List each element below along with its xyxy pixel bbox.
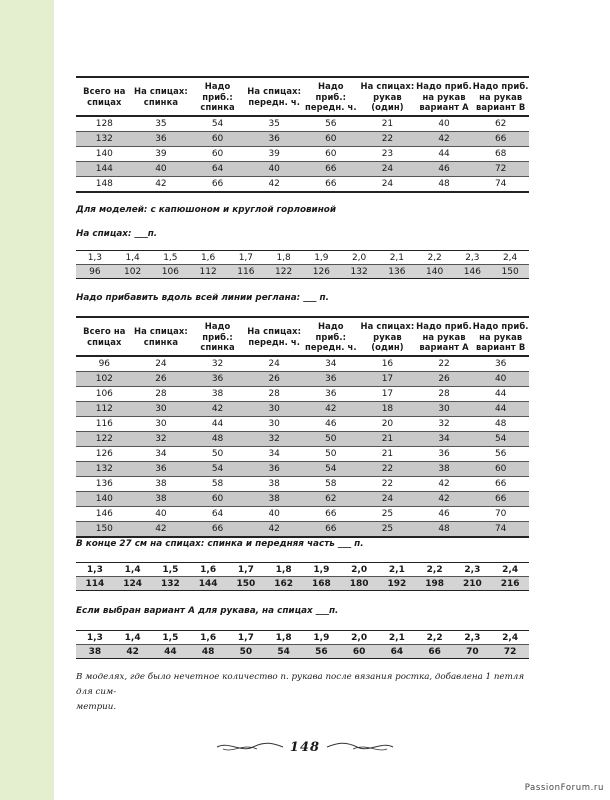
table-cell: 24 [359, 176, 416, 192]
col-header: На спицах: спинка [134, 86, 188, 107]
table-cell: 132 [340, 265, 378, 279]
table-cell: 140 [76, 146, 133, 161]
table-cell: 25 [359, 506, 416, 521]
table-row [76, 446, 529, 461]
table-cell: 34 [133, 446, 190, 461]
heading-27cm: В конце 27 см на спицах: спинка и передняя часть ___ п. [76, 539, 364, 549]
table-cell: 210 [454, 577, 492, 591]
table-cell: 66 [303, 161, 360, 176]
table-cell: 114 [76, 577, 114, 591]
table-cell: 36 [303, 371, 360, 386]
table-cell: 1,5 [152, 251, 190, 265]
table1 [76, 76, 529, 193]
table-cell: 40 [246, 506, 303, 521]
table-row [76, 131, 529, 146]
table-cell: 72 [491, 645, 529, 659]
table-cell: 102 [114, 265, 152, 279]
table-cell: 38 [246, 476, 303, 491]
stitch-count-row [76, 645, 529, 659]
gauge-table-1 [76, 250, 529, 279]
table-cell: 23 [359, 146, 416, 161]
table-cell: 24 [359, 491, 416, 506]
table-cell: 30 [246, 401, 303, 416]
table-cell: 44 [472, 386, 529, 401]
table-cell: 34 [303, 356, 360, 372]
table-cell: 2,3 [454, 251, 492, 265]
table-cell: 1,5 [152, 631, 190, 645]
table-cell: 150 [491, 265, 529, 279]
table-cell: 24 [246, 356, 303, 372]
table-cell: 26 [416, 371, 473, 386]
table2 [76, 316, 529, 538]
table-row [76, 416, 529, 431]
table-cell: 44 [152, 645, 190, 659]
table-cell: 198 [416, 577, 454, 591]
table-cell: 122 [265, 265, 303, 279]
table-cell: 1,3 [76, 251, 114, 265]
table-row [76, 506, 529, 521]
table-cell: 54 [189, 461, 246, 476]
table-cell: 38 [76, 645, 114, 659]
col-header: На спицах: передн. ч. [247, 326, 302, 347]
table-cell: 2,1 [378, 563, 416, 577]
page-number: 148 [289, 740, 321, 755]
table-cell: 2,4 [491, 563, 529, 577]
table-cell: 35 [133, 116, 190, 132]
table-cell: 66 [303, 521, 360, 537]
table-cell: 40 [246, 161, 303, 176]
table-cell: 150 [76, 521, 133, 537]
table-cell: 50 [303, 446, 360, 461]
table-cell: 54 [472, 431, 529, 446]
table-cell: 96 [76, 356, 133, 372]
table-cell: 66 [472, 476, 529, 491]
table-cell: 2,4 [491, 631, 529, 645]
table-cell: 34 [416, 431, 473, 446]
table-cell: 40 [133, 506, 190, 521]
table-cell: 32 [416, 416, 473, 431]
table-cell: 1,8 [265, 563, 303, 577]
table-cell: 66 [189, 176, 246, 192]
flourish-right-icon [325, 740, 395, 754]
table-cell: 2,2 [416, 251, 454, 265]
stitch-count-row [76, 577, 529, 591]
table-cell: 36 [246, 461, 303, 476]
table-cell: 48 [416, 176, 473, 192]
table-cell: 60 [189, 131, 246, 146]
table-cell: 2,0 [340, 251, 378, 265]
table-cell: 60 [189, 491, 246, 506]
table-cell: 1,7 [227, 631, 265, 645]
table-row [76, 431, 529, 446]
table-cell: 1,8 [265, 631, 303, 645]
table-cell: 1,4 [114, 251, 152, 265]
table-cell: 1,9 [303, 251, 341, 265]
col-header: Всего на спицах [83, 86, 126, 107]
table-cell: 42 [114, 645, 152, 659]
table-cell: 32 [133, 431, 190, 446]
table-cell: 38 [416, 461, 473, 476]
table1-header-row [76, 77, 529, 116]
table-cell: 35 [246, 116, 303, 132]
table-cell: 1,6 [189, 251, 227, 265]
table-cell: 56 [472, 446, 529, 461]
table-row [76, 476, 529, 491]
table-cell: 126 [303, 265, 341, 279]
table-cell: 150 [227, 577, 265, 591]
table-cell: 70 [472, 506, 529, 521]
table-cell: 48 [189, 645, 227, 659]
watermark: PassionForum.ru [524, 783, 604, 793]
table-cell: 58 [303, 476, 360, 491]
table-cell: 2,2 [416, 563, 454, 577]
table-row [76, 371, 529, 386]
table-cell: 16 [359, 356, 416, 372]
table-cell: 42 [416, 476, 473, 491]
table-cell: 124 [114, 577, 152, 591]
col-header: На спицах: рукав (один) [360, 81, 415, 113]
table2-header-row [76, 317, 529, 356]
table-cell: 216 [491, 577, 529, 591]
table-cell: 1,5 [152, 563, 190, 577]
table-cell: 32 [189, 356, 246, 372]
table-row [76, 401, 529, 416]
table-cell: 46 [416, 506, 473, 521]
table-cell: 42 [416, 491, 473, 506]
table-cell: 40 [472, 371, 529, 386]
col-header: Надо приб. на рукав вариант А [416, 321, 472, 353]
table-cell: 102 [76, 371, 133, 386]
table-cell: 46 [303, 416, 360, 431]
table-cell: 24 [359, 161, 416, 176]
table-cell: 56 [303, 645, 341, 659]
table-cell: 42 [133, 521, 190, 537]
table-cell: 66 [472, 491, 529, 506]
table-cell: 60 [472, 461, 529, 476]
table-cell: 2,0 [340, 563, 378, 577]
table-cell: 2,2 [416, 631, 454, 645]
table-cell: 1,7 [227, 563, 265, 577]
heading-stitches-on-needles: На спицах: ___п. [76, 229, 158, 239]
table-cell: 132 [76, 461, 133, 476]
note-line: метрии. [76, 702, 117, 712]
table-cell: 180 [340, 577, 378, 591]
table-cell: 20 [359, 416, 416, 431]
table-cell: 36 [133, 461, 190, 476]
table-cell: 66 [416, 645, 454, 659]
table-cell: 1,4 [114, 631, 152, 645]
table-cell: 28 [416, 386, 473, 401]
table-cell: 56 [303, 116, 360, 132]
table-cell: 22 [359, 476, 416, 491]
heading-hood-models: Для моделей: с капюшоном и круглой горловиной [76, 205, 336, 215]
table-cell: 38 [133, 491, 190, 506]
table-cell: 64 [189, 506, 246, 521]
table-cell: 38 [246, 491, 303, 506]
table-cell: 192 [378, 577, 416, 591]
table-cell: 36 [246, 131, 303, 146]
table-cell: 136 [76, 476, 133, 491]
table-cell: 162 [265, 577, 303, 591]
col-header: Надо приб. на рукав вариант В [472, 321, 529, 353]
table-cell: 132 [152, 577, 190, 591]
table-cell: 2,1 [378, 251, 416, 265]
table-cell: 26 [246, 371, 303, 386]
table-cell: 38 [189, 386, 246, 401]
table-cell: 42 [246, 521, 303, 537]
table-cell: 132 [76, 131, 133, 146]
table-cell: 60 [303, 131, 360, 146]
col-header: Надо приб. на рукав вариант В [472, 81, 529, 113]
table-row [76, 176, 529, 192]
table-cell: 25 [359, 521, 416, 537]
table-cell: 1,3 [76, 563, 114, 577]
table-cell: 30 [416, 401, 473, 416]
table-cell: 21 [359, 116, 416, 132]
table-cell: 62 [303, 491, 360, 506]
table-cell: 22 [416, 356, 473, 372]
table-cell: 2,1 [378, 631, 416, 645]
table-cell: 70 [454, 645, 492, 659]
table-cell: 17 [359, 371, 416, 386]
table-cell: 64 [378, 645, 416, 659]
table-cell: 42 [189, 401, 246, 416]
table-cell: 128 [76, 116, 133, 132]
table-cell: 30 [133, 401, 190, 416]
table-cell: 146 [76, 506, 133, 521]
table-cell: 1,4 [114, 563, 152, 577]
table-cell: 39 [133, 146, 190, 161]
col-header: На спицах: передн. ч. [247, 86, 302, 107]
table2-section [76, 316, 529, 538]
gauge-row [76, 563, 529, 577]
gauge-table-3 [76, 630, 529, 659]
col-header: Надо приб.: спинка [200, 321, 235, 353]
table-cell: 17 [359, 386, 416, 401]
table-cell: 74 [472, 521, 529, 537]
table-cell: 136 [378, 265, 416, 279]
heading-variant-a: Если выбран вариант А для рукава, на спицах ___п. [76, 606, 339, 616]
table-cell: 2,3 [454, 631, 492, 645]
table-cell: 66 [303, 506, 360, 521]
table-cell: 1,9 [303, 563, 341, 577]
table-cell: 44 [416, 146, 473, 161]
table-cell: 2,4 [491, 251, 529, 265]
table-cell: 42 [246, 176, 303, 192]
table-cell: 64 [189, 161, 246, 176]
table-cell: 36 [472, 356, 529, 372]
table-cell: 66 [189, 521, 246, 537]
table-cell: 1,9 [303, 631, 341, 645]
table-row [76, 161, 529, 176]
table-cell: 168 [303, 577, 341, 591]
table-cell: 46 [416, 161, 473, 176]
table-row [76, 461, 529, 476]
table-cell: 122 [76, 431, 133, 446]
stitch-count-row [76, 265, 529, 279]
table-cell: 50 [303, 431, 360, 446]
table-cell: 66 [303, 176, 360, 192]
table-cell: 54 [265, 645, 303, 659]
table-cell: 126 [76, 446, 133, 461]
table-cell: 58 [189, 476, 246, 491]
note-paragraph [76, 670, 536, 715]
table-cell: 148 [76, 176, 133, 192]
gauge-row [76, 251, 529, 265]
table-cell: 42 [303, 401, 360, 416]
table-cell: 44 [189, 416, 246, 431]
table-row [76, 521, 529, 537]
page-footer [0, 736, 610, 755]
table-cell: 54 [189, 116, 246, 132]
table-cell: 144 [189, 577, 227, 591]
table-cell: 30 [133, 416, 190, 431]
table-cell: 116 [76, 416, 133, 431]
table-cell: 50 [189, 446, 246, 461]
table-row [76, 116, 529, 132]
table-cell: 28 [246, 386, 303, 401]
table-cell: 34 [246, 446, 303, 461]
table-cell: 48 [189, 431, 246, 446]
table-cell: 40 [416, 116, 473, 132]
table-cell: 1,6 [189, 563, 227, 577]
table1-section [76, 76, 529, 193]
table-cell: 36 [416, 446, 473, 461]
table-row [76, 356, 529, 372]
table-cell: 50 [227, 645, 265, 659]
table-cell: 2,3 [454, 563, 492, 577]
table-cell: 42 [133, 176, 190, 192]
table-cell: 1,6 [189, 631, 227, 645]
table-cell: 42 [416, 131, 473, 146]
table-cell: 38 [133, 476, 190, 491]
col-header: На спицах: рукав (один) [360, 321, 415, 353]
table-cell: 60 [189, 146, 246, 161]
table-cell: 144 [76, 161, 133, 176]
table-cell: 36 [303, 386, 360, 401]
table-cell: 116 [227, 265, 265, 279]
table-cell: 106 [76, 386, 133, 401]
table-cell: 1,3 [76, 631, 114, 645]
table-cell: 21 [359, 431, 416, 446]
table-cell: 66 [472, 131, 529, 146]
gauge-table-2 [76, 562, 529, 591]
col-header: Надо приб.: передн. ч. [304, 81, 357, 113]
col-header: На спицах: спинка [134, 326, 188, 347]
col-header: Надо приб. на рукав вариант А [416, 81, 472, 113]
table-cell: 60 [303, 146, 360, 161]
table-cell: 24 [133, 356, 190, 372]
table-cell: 22 [359, 131, 416, 146]
table-cell: 36 [133, 131, 190, 146]
gauge-row [76, 631, 529, 645]
table-cell: 28 [133, 386, 190, 401]
table-cell: 30 [246, 416, 303, 431]
table-cell: 54 [303, 461, 360, 476]
table-cell: 44 [472, 401, 529, 416]
table-cell: 112 [189, 265, 227, 279]
left-margin-strip [0, 0, 54, 800]
table-cell: 62 [472, 116, 529, 132]
table-cell: 18 [359, 401, 416, 416]
table-cell: 146 [454, 265, 492, 279]
table-cell: 39 [246, 146, 303, 161]
table-cell: 32 [246, 431, 303, 446]
table-row [76, 146, 529, 161]
table-cell: 140 [76, 491, 133, 506]
col-header: Надо приб.: передн. ч. [304, 321, 357, 353]
flourish-left-icon [215, 740, 285, 754]
table-cell: 96 [76, 265, 114, 279]
table-cell: 48 [416, 521, 473, 537]
table-cell: 40 [133, 161, 190, 176]
table-cell: 22 [359, 461, 416, 476]
table-cell: 74 [472, 176, 529, 192]
table-cell: 1,7 [227, 251, 265, 265]
table-row [76, 491, 529, 506]
table-cell: 2,0 [340, 631, 378, 645]
table-cell: 106 [152, 265, 190, 279]
table-cell: 36 [189, 371, 246, 386]
table-cell: 140 [416, 265, 454, 279]
col-header: Всего на спицах [83, 326, 126, 347]
table-cell: 68 [472, 146, 529, 161]
note-line: В моделях, где было нечетное количество п. рукава после вязания ростка, добавлена 1 петля для сим- [76, 672, 525, 697]
table-cell: 26 [133, 371, 190, 386]
table-cell: 112 [76, 401, 133, 416]
table-cell: 1,8 [265, 251, 303, 265]
col-header: Надо приб.: спинка [200, 81, 235, 113]
table-cell: 60 [340, 645, 378, 659]
table-cell: 48 [472, 416, 529, 431]
heading-raglan-increase: Надо прибавить вдоль всей линии реглана: ___ п. [76, 293, 329, 303]
table-cell: 72 [472, 161, 529, 176]
table-row [76, 386, 529, 401]
table-cell: 21 [359, 446, 416, 461]
